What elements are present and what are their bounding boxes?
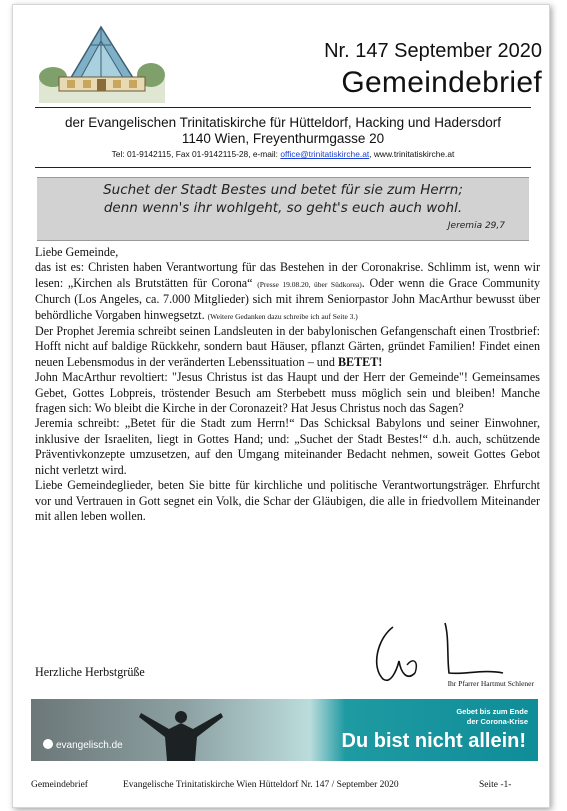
parish-address (35, 115, 531, 147)
contact-separator: , (369, 149, 372, 159)
evangelisch-brand (43, 739, 123, 752)
email-link[interactable]: office@trinitatiskirche.at (280, 149, 370, 159)
press-citation: (Presse 19.08.20, über Südkorea) (257, 279, 362, 289)
newsletter-page (12, 4, 550, 808)
website-link[interactable]: www.trinitatiskirche.at (373, 149, 455, 159)
evangelisch-banner[interactable] (31, 699, 538, 761)
brand-logo-icon (43, 739, 53, 749)
banner-subtitle-1: Gebet bis zum Ende (456, 707, 528, 716)
signature-caption: Ihr Pfarrer Hartmut Schlener (447, 679, 534, 688)
paragraph-2 (35, 324, 540, 370)
paragraph-3: John MacArthur revoltiert: "Jesus Christus ist das Haupt und der Herr der Gemeinde"! Gemeinsames Gebet, Gottes Lobpreis, tröstender Besuch am Sterbebett muss möglich sein und bleiben! Manche fragen sich: Wo bleibt die Kirche in der Coronazeit? Hat Jesus Christus noch das Sagen? (35, 370, 540, 416)
street-address: 1140 Wien, Freyenthurmgasse 20 (181, 131, 385, 146)
banner-headline: Du bist nicht allein! (341, 730, 526, 752)
brand-name: evangelisch.de (56, 740, 123, 751)
salutation: Liebe Gemeinde, (35, 245, 119, 259)
bible-quote-box (37, 177, 529, 241)
parish-name: der Evangelischen Trinitatiskirche für Hütteldorf, Hacking und Hadersdorf (65, 115, 501, 130)
quote-line-1: Suchet der Stadt Bestes und betet für sie zum Herrn; (103, 182, 463, 198)
page-reference: (Weitere Gedanken dazu schreibe ich auf Seite 3.) (207, 311, 358, 321)
p2-text: Der Prophet Jeremia schreibt seinen Landsleuten in der babylonischen Gefangenschaft einen Trostbrief: Hofft nicht auf baldige Rückkehr, sondern baut Häuser, pflanzt Gärten, gründet Familien! Findet einen neuen Lebensmodus in der veränderten Lebenssituation – und (35, 324, 540, 369)
church-logo (39, 19, 165, 103)
closing-greeting: Herzliche Herbstgrüße (35, 665, 145, 679)
footer-center: Evangelische Trinitatiskirche Wien Hütteldorf Nr. 147 / September 2020 (123, 780, 399, 790)
banner-subtitle-2: der Corona-Krise (466, 717, 528, 726)
header-divider (35, 107, 531, 108)
paragraph-5: Liebe Gemeindeglieder, beten Sie bitte für kirchliche und politische Verantwortungsträger. Ehrfurcht vor und Vertrauen in Gott segnet ein Volk, die Schar der Gläubigen, die alle in friedvollem Miteinander mit allen leben wollen. (35, 478, 540, 523)
paragraph-4: Jeremia schreibt: „Betet für die Stadt zum Herrn!“ Das Schicksal Babylons und seiner Einwohner, inklusive der Israeliten, liegt in Gottes Hand; und: „Suchet der Stadt Bestes!“ d.h. auch, schützende Präventivkonzepte umzusetzen, auf den Umgang miteinander Bedacht nehmen, soweit Gottes Gebot nicht verletzt wird. (35, 416, 540, 477)
newsletter-title: Gemeindebrief (341, 66, 542, 99)
p1-text-cont: . Oder wenn die Grace Community Church (Los Angeles, ca. 7.000 Mitglieder) sich mit ihrem Seniorpastor John MacArthur bewusst über behördliche Vorgaben hinwegsetzt. (35, 275, 540, 322)
phone-fax: Tel: 01-9142115, Fax 01-9142115-28, e-mail: (111, 149, 278, 159)
footer-page-number: Seite -1- (479, 780, 512, 790)
quote-reference: Jeremia 29,7 (447, 221, 505, 231)
quote-line-2: denn wenn's ihr wohlgeht, so geht's euch auch wohl. (103, 200, 463, 216)
p2-exclamation: ! (378, 354, 383, 369)
p2-emphasis: BETET (337, 354, 379, 369)
issue-number: Nr. 147 September 2020 (324, 40, 542, 62)
p1-text: das ist es: Christen haben Verantwortung für das Bestehen in der Coronakrise. Schlimm ist, wenn wir lesen: „Kirchen als Brutstätten für Corona“ (35, 260, 540, 290)
letter-body (35, 245, 540, 524)
contact-line (35, 148, 531, 160)
contact-divider (35, 167, 531, 168)
paragraph-1 (35, 260, 540, 324)
footer-left: Gemeindebrief (31, 780, 88, 790)
